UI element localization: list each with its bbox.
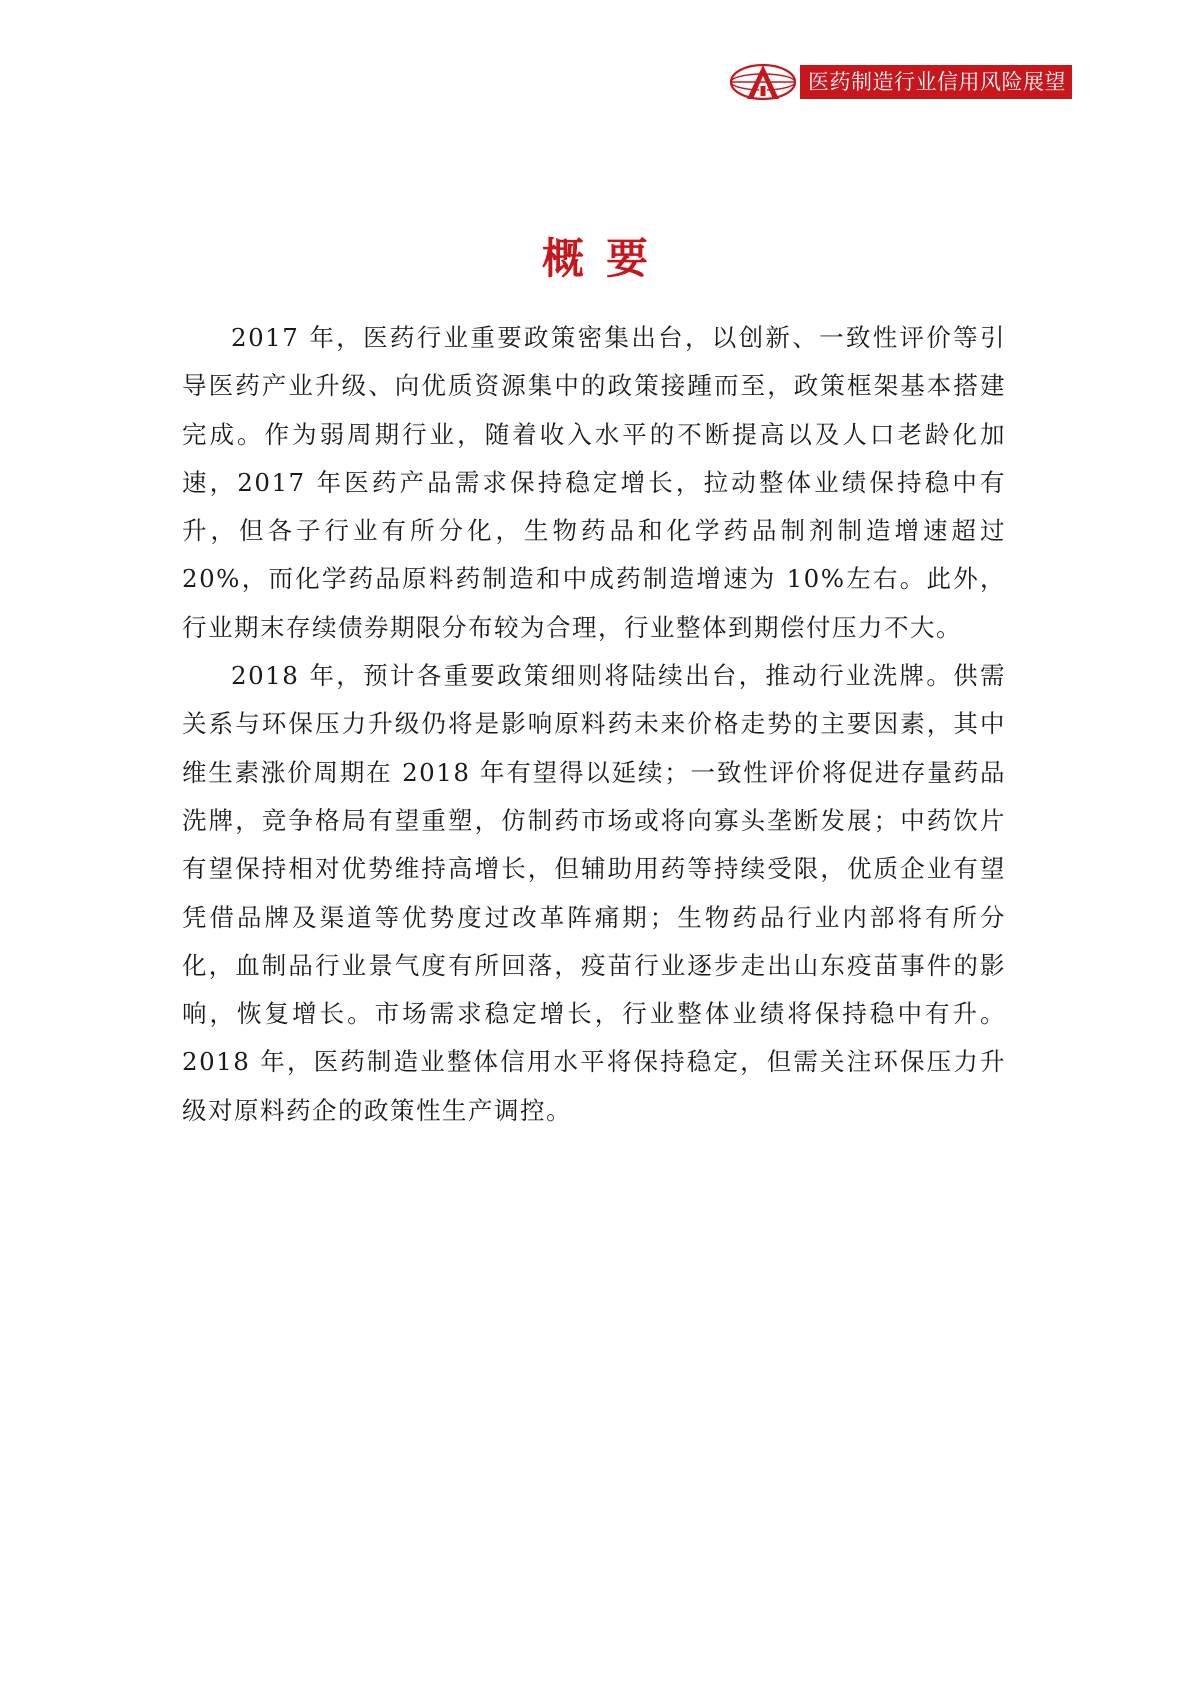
summary-paragraph-2018: 2018 年，预计各重要政策细则将陆续出台，推动行业洗牌。供需关系与环保压力升级仍将是影响原料药未来价格走势的主要因素，其中维生素涨价周期在 2018 年有望得以延续；一致性评价将促进存量药品洗牌，竞争格局有望重塑，仿制药市场或将向寡头垄断发展；中药饮片有望保持相对优势维持高增长，但辅助用药等持续受限，优质企业有望凭借品牌及渠道等优势度过改革阵痛期；生物药品行业内部将有所分化，血制品行业景气度有所回落，疫苗行业逐步走出山东疫苗事件的影响，恢复增长。市场需求稳定增长，行业整体业绩将保持稳中有升。2018 年，医药制造业整体信用水平将保持稳定，但需关注环保压力升级对原料药企的政策性生产调控。 — [182, 661, 1006, 1125]
company-logo — [728, 62, 798, 102]
summary-body — [182, 314, 1006, 1135]
page-header — [728, 62, 1072, 102]
report-series-label: 医药制造行业信用风险展望 — [800, 65, 1072, 99]
page-title: 概要 — [541, 234, 670, 283]
summary-paragraph-2017: 2017 年，医药行业重要政策密集出台，以创新、一致性评价等引导医药产业升级、向优质资源集中的政策接踵而至，政策框架基本搭建完成。作为弱周期行业，随着收入水平的不断提高以及人口老龄化加速，2017 年医药产品需求保持稳定增长，拉动整体业绩保持稳中有升，但各子行业有所分化，生物药品和化学药品制剂制造增速超过 20%，而化学药品原料药制造和中成药制造增速为 10%左右。此外，行业期末存续债券期限分布较为合理，行业整体到期偿付压力不大。 — [182, 323, 1006, 642]
